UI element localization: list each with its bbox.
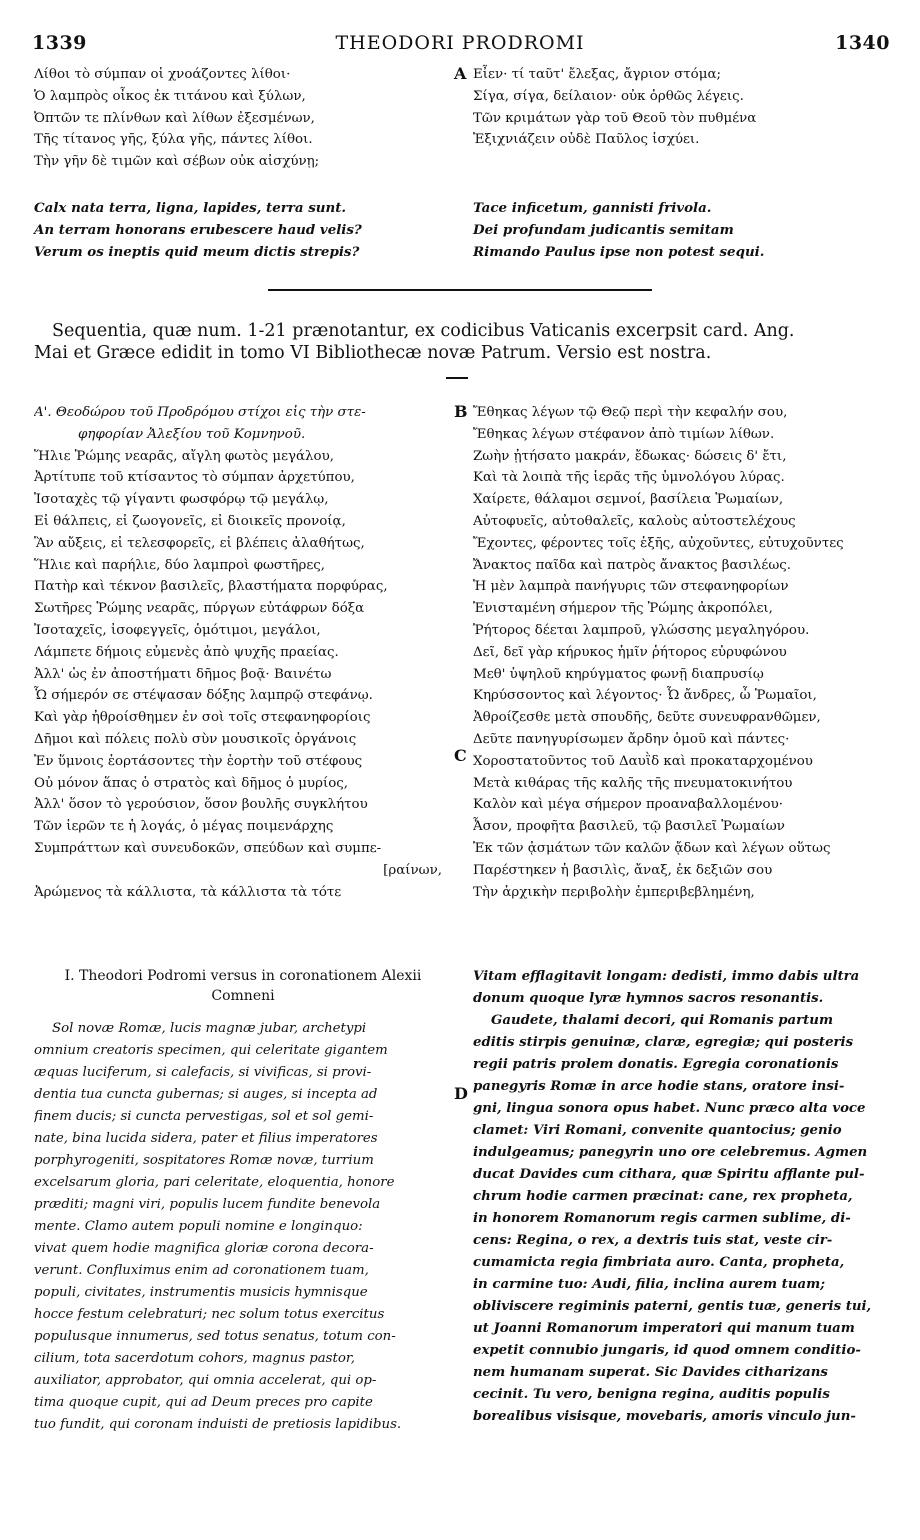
verse-line: Παρέστηκεν ἡ βασιλὶς, ἄναξ, ἐκ δεξιῶν σου (473, 862, 773, 878)
notice-line: Mai et Græce edidit in tomo VI Bibliothecæ novæ Patrum. Versio est nostra. (34, 343, 712, 363)
latin-line: porphyrogeniti, sospitatores Romæ novæ, turrium (34, 1153, 374, 1168)
verse-line: Καὶ γὰρ ἠθροίσθημεν ἐν σοὶ τοῖς στεφανηφορίοις (34, 710, 371, 726)
margin-marker-a: A (454, 64, 467, 83)
latin-line: ut Joanni Romanorum imperatori qui manum tuam (473, 1321, 855, 1336)
verse-line: Ὧ σήμερόν σε στέψασαν δόξης λαμπρῷ στεφάνῳ. (34, 688, 373, 704)
latin-line: Dei profundam judicantis semitam (473, 221, 734, 238)
verse-line: Ἐν ὕμνοις ἑορτάσοντες τὴν ἑορτὴν τοῦ στέφους (34, 753, 363, 769)
latin-line: An terram honorans erubescere haud velis? (34, 221, 362, 238)
margin-marker-b: B (454, 402, 468, 421)
verse-line: Σίγα, σίγα, δείλαιον· οὐκ ὀρθῶς λέγεις. (473, 88, 744, 104)
latin-line: Tace inficetum, gannisti frivola. (473, 200, 712, 216)
verse-line: Δεῦτε πανηγυρίσωμεν ἄρδην ὁμοῦ καὶ πάντες· (473, 731, 790, 747)
latin-line: Rimando Paulus ipse non potest sequi. (473, 243, 765, 260)
verse-line: Ἡ μὲν λαμπρὰ πανήγυρις τῶν στεφανηφορίων (473, 579, 789, 595)
verse-line: Ἀρώμενος τὰ κάλλιστα, τὰ κάλλιστα τὰ τότε (34, 884, 342, 900)
verse-line: Ἰσοταχεῖς, ἰσοφεγγεῖς, ὁμότιμοι, μεγάλοι, (34, 622, 321, 638)
page-number-left: 1339 (32, 32, 87, 54)
verse-line: Ἄνακτος παῖδα καὶ πατρὸς ἄνακτος βασιλέως. (473, 557, 792, 573)
verse-line: Συμπράττων καὶ συνευδοκῶν, σπεύδων καὶ συμπε- (34, 840, 382, 856)
verse-line: Οὐ μόνον ἅπας ὁ στρατὸς καὶ δῆμος ὁ μυρίος, (34, 775, 349, 791)
latin-line: chrum hodie carmen præcinat: cane, rex propheta, (473, 1189, 853, 1204)
poem-greek-left (34, 402, 452, 903)
verse-line: Τῆς τίτανος γῆς, ξύλα γῆς, πάντες λίθοι. (34, 132, 313, 148)
verse-line: Ὁ λαμπρὸς οἶκος ἐκ τιτάνου καὶ ξύλων, (34, 88, 306, 104)
poem-greek-right (473, 402, 895, 903)
latin-line: populi, civitates, instrumentis musicis hymnisque (34, 1285, 368, 1300)
verse-line: Ἔθηκας λέγων στέφανον ἀπὸ τιμίων λίθων. (473, 426, 775, 442)
latin-line: clamet: Viri Romani, convenite quantocius; genio (473, 1123, 842, 1138)
verse-line: Ἔθηκας λέγων τῷ Θεῷ περὶ τὴν κεφαλήν σου, (473, 405, 788, 420)
latin-line: regii patris prolem donatis. Egregia coronationis (473, 1057, 839, 1072)
latin-title (34, 966, 452, 1006)
verse-line: Πατὴρ καὶ τέκνον βασιλεῖς, βλαστήματα πορφύρας, (34, 579, 388, 595)
verse-line: Ἀλλ' ὅσον τὸ γερούσιον, ὅσον βουλῆς συγκλήτου (34, 797, 368, 813)
top-greek-right (473, 64, 893, 151)
poem-title: Α'. Θεοδώρου τοῦ Προδρόμου στίχοι εἰς τὴν στε- (34, 405, 366, 420)
verse-line: Καὶ τὰ λοιπὰ τῆς ἱερᾶς τῆς ὑμνολόγου λύρας. (473, 470, 785, 486)
verse-line: Μετὰ κιθάρας τῆς καλῆς τῆς πνευματοκινήτου (473, 775, 793, 791)
verse-line: Κηρύσσοντος καὶ λέγοντος· Ὦ ἄνδρες, ὦ Ῥωμαῖοι, (473, 688, 817, 704)
latin-line: Gaudete, thalami decori, qui Romanis partum (491, 1013, 834, 1028)
verse-line: Αὐτοφυεῖς, αὐτοθαλεῖς, καλοὺς αὐτοστελέχους (473, 513, 796, 529)
verse-line: Ἀθροίζεσθε μετὰ σπουδῆς, δεῦτε συνευφρανθῶμεν, (473, 710, 821, 726)
latin-line: gni, lingua sonora opus habet. Nunc præco alta voce (473, 1101, 866, 1116)
latin-line: tuo fundit, qui coronam induisti de pretiosis lapidibus. (34, 1417, 402, 1432)
verse-line: Ἰσοταχὲς τῷ γίγαντι φωσφόρῳ τῷ μεγάλῳ, (34, 492, 329, 508)
editorial-notice (34, 320, 894, 364)
verse-line: Ἂν αὔξεις, εἰ τελεσφορεῖς, εἰ βλέπεις ἀλαθήτως, (34, 535, 365, 551)
latin-line: ducat Davides cum cithara, quæ Spiritu afflante pul- (473, 1167, 865, 1182)
latin-line: obliviscere regiminis paterni, gentis tuæ, generis tui, (473, 1299, 872, 1314)
latin-line: Verum os ineptis quid meum dictis strepis? (34, 243, 360, 260)
latin-body-left (34, 1018, 452, 1436)
verse-line: Ὀπτῶν τε πλίνθων καὶ λίθων ἐξεσμένων, (34, 110, 315, 126)
latin-line: in honorem Romanorum regis carmen sublime, di- (473, 1211, 851, 1226)
latin-line: Sol novæ Romæ, lucis magnæ jubar, archetypi (52, 1021, 367, 1036)
verse-line: Δῆμοι καὶ πόλεις πολὺ σὺν μουσικοῖς ὀργάνοις (34, 731, 357, 747)
verse-line: Σωτῆρες Ῥώμης νεαρᾶς, πύργων εὐτάφρων δόξα (34, 601, 365, 617)
latin-line: cecinit. Tu vero, benigna regina, auditis populis (473, 1387, 830, 1402)
notice-line: Sequentia, quæ num. 1-21 prænotantur, ex codicibus Vaticanis excerpsit card. Ang. (52, 321, 795, 341)
verse-line: Δεῖ, δεῖ γὰρ κήρυκος ἡμῖν ῥήτορος εὐρυφώνου (473, 644, 787, 660)
latin-line: omnium creatoris specimen, qui celeritate gigantem (34, 1043, 388, 1058)
top-greek-left (34, 64, 444, 173)
running-title: THEODORI PRODROMI (335, 32, 585, 54)
margin-marker-c: C (454, 746, 467, 765)
latin-title-line: I. Theodori Podromi versus in coronationem Alexii (64, 968, 422, 984)
verse-line: Ἀλλ' ὡς ἐν ἀποστήματι δῆμος βοᾷ· Βαινέτω (34, 666, 332, 682)
latin-title-line: Comneni (211, 988, 275, 1004)
poem-title: φηφορίαν Ἀλεξίου τοῦ Κομνηνοῦ. (78, 426, 306, 442)
page-number-right: 1340 (835, 32, 890, 54)
latin-line: tima quoque cupit, qui ad Deum preces pro capite (34, 1395, 373, 1410)
latin-line: cumamicta regia fimbriata auro. Canta, propheta, (473, 1255, 845, 1270)
latin-body-right (473, 966, 895, 1428)
latin-line: cens: Regina, o rex, a dextris tuis stat, veste cir- (473, 1233, 833, 1248)
verse-line: Τὴν γῆν δὲ τιμῶν καὶ σέβων οὐκ αἰσχύνῃ; (34, 154, 320, 170)
latin-line: populusque innumerus, sed totus senatus, totum con- (34, 1329, 396, 1344)
latin-line: hocce festum celebraturi; nec solum totus exercitus (34, 1307, 385, 1322)
verse-line: Μεθ' ὑψηλοῦ κηρύγματος φωνῇ διαπρυσίῳ (473, 666, 764, 682)
latin-line: æquas luciferum, si calefacis, si vivificas, si provi- (34, 1065, 372, 1080)
latin-line: finem ducis; si cuncta pervestigas, sol et sol gemi- (34, 1109, 374, 1124)
top-latin-right (473, 198, 893, 263)
latin-line: borealibus visisque, movebaris, amoris vinculo jun- (473, 1409, 856, 1424)
verse-line: Ῥήτορος δέεται λαμπροῦ, γλώσσης μεγαληγόρου. (473, 622, 810, 638)
verse-line: Καλὸν καὶ μέγα σήμερον προαναβαλλομένου· (473, 797, 784, 813)
latin-line: nem humanam superat. Sic Davides citharizans (473, 1365, 828, 1380)
margin-marker-d: D (454, 1084, 468, 1103)
verse-line: Ἀρτίτυπε τοῦ κτίσαντος τὸ σύμπαν ἀρχετύπου, (34, 470, 355, 486)
latin-line: donum quoque lyræ hymnos sacros resonantis. (473, 991, 824, 1006)
latin-line: nate, bina lucida sidera, pater et filius imperatores (34, 1131, 378, 1146)
verse-line: Τῶν κριμάτων γὰρ τοῦ Θεοῦ τὸν πυθμένα (473, 110, 757, 126)
verse-line: Λάμπετε δήμοις εὐμενὲς ἀπὸ ψυχῆς πραείας. (34, 644, 339, 660)
latin-line: Vitam efflagitavit longam: dedisti, immo dabis ultra (473, 969, 860, 984)
latin-line: in carmine tuo: Audi, filia, inclina aurem tuam; (473, 1277, 826, 1292)
verse-line: Ἥλιε Ῥώμης νεαρᾶς, αἴγλη φωτὸς μεγάλου, (34, 448, 335, 464)
latin-line: verunt. Confluximus enim ad coronationem tuam, (34, 1263, 369, 1278)
verse-line: Λίθοι τὸ σύμπαν οἱ χνοάζοντες λίθοι· (34, 67, 291, 82)
verse-line: Εἰ θάλπεις, εἰ ζωογονεῖς, εἰ διοικεῖς προνοίᾳ, (34, 513, 346, 529)
verse-line: Ἐκ τῶν ᾀσμάτων τῶν καλῶν ᾄδων καὶ λέγων οὕτως (473, 840, 831, 856)
verse-line: Ἐξιχνιάζειν οὐδὲ Παῦλος ἰσχύει. (473, 132, 700, 148)
latin-line: mente. Clamo autem populi nomine e longinquo: (34, 1219, 363, 1234)
latin-line: excelsarum gloria, pari celeritate, eloquentia, honore (34, 1175, 395, 1190)
section-rule (268, 289, 652, 291)
latin-line: dentia tua cuncta gubernas; si auges, si incepta ad (34, 1087, 378, 1102)
latin-line: præditi; magni viri, populis lucem fundite benevola (34, 1197, 381, 1212)
latin-line: panegyris Romæ in arce hodie stans, oratore insi- (473, 1079, 845, 1094)
verse-continuation: [ραίνων, (383, 862, 442, 878)
latin-line: indulgeamus; panegyrin uno ore celebremus. Agmen (473, 1145, 868, 1160)
verse-line: Τὴν ἀρχικὴν περιβολὴν ἐμπεριβεβλημένη, (473, 884, 755, 900)
verse-line: Ἐνισταμένη σήμερον τῆς Ῥώμης ἀκροπόλει, (473, 601, 773, 617)
verse-line: Ἥλιε καὶ παρήλιε, δύο λαμπροὶ φωστῆρες, (34, 557, 326, 573)
short-rule (446, 377, 468, 379)
latin-line: auxiliator, approbator, qui omnia accelerat, qui op- (34, 1373, 377, 1388)
latin-line: vivat quem hodie magnifica gloriæ corona decora- (34, 1241, 374, 1256)
top-latin-left (34, 198, 444, 263)
latin-line: Calx nata terra, ligna, lapides, terra sunt. (34, 200, 347, 216)
verse-line: Χοροστατοῦντος τοῦ Δαυῒδ καὶ προκαταρχομένου (473, 753, 813, 769)
latin-line: expetit connubio jungaris, id quod omnem conditio- (473, 1343, 861, 1358)
latin-line: cilium, tota sacerdotum cohors, magnus pastor, (34, 1351, 355, 1366)
latin-line: editis stirpis genuinæ, claræ, egregiæ; qui posteris (473, 1035, 854, 1050)
verse-line: Ἔχοντες, φέροντες τοῖς ἑξῆς, αὐχοῦντες, εὐτυχοῦντες (473, 535, 844, 551)
verse-line: Τῶν ἱερῶν τε ἡ λογάς, ὁ μέγας ποιμενάρχης (34, 819, 334, 835)
verse-line: Εἶεν· τί ταῦτ' ἔλεξας, ἄγριον στόμα; (473, 67, 722, 82)
verse-line: Ζωὴν ᾐτήσατο μακράν, ἔδωκας· δώσεις δ' ἔτι, (473, 448, 787, 464)
verse-line: Χαίρετε, θάλαμοι σεμνοί, βασίλεια Ῥωμαίων, (473, 492, 784, 508)
verse-line: Ἆσον, προφῆτα βασιλεῦ, τῷ βασιλεῖ Ῥωμαίων (473, 819, 785, 835)
